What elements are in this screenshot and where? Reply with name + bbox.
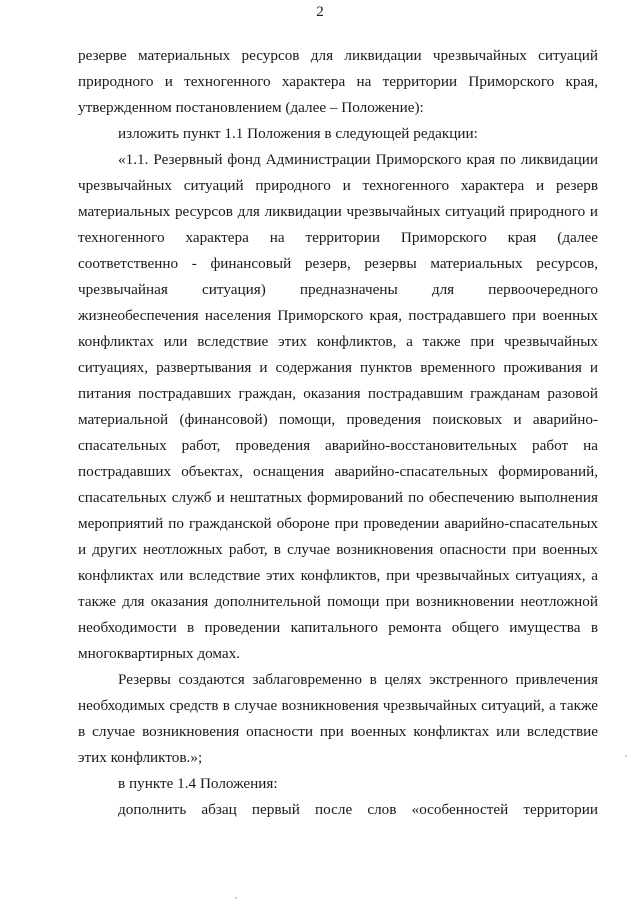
text-line: соответственно - финансовый резерв, резервы материальных ресурсов, <box>78 255 598 272</box>
text-line: изложить пункт 1.1 Положения в следующей редакции: <box>118 125 478 142</box>
text-line: резерве материальных ресурсов для ликвидации чрезвычайных ситуаций <box>78 47 598 64</box>
text-line: ситуациях, развертывания и содержания пунктов временного проживания и <box>78 359 598 376</box>
text-line: многоквартирных домах. <box>78 645 241 662</box>
text-line: также для оказания дополнительной помощи при возникновении неотложной <box>78 593 598 610</box>
text-line: мероприятий по гражданской обороне при проведении аварийно-спасательных <box>78 515 598 532</box>
text-line: этих конфликтов.»; <box>78 749 203 766</box>
text-line: в пункте 1.4 Положения: <box>118 775 278 792</box>
text-line: необходимости в проведении капитального ремонта общего имущества в <box>78 619 598 636</box>
scan-speck <box>625 755 627 757</box>
document-body <box>78 43 598 823</box>
text-line: питания пострадавших граждан, оказания пострадавшим гражданам разовой <box>78 385 598 402</box>
text-line: пострадавших объектах, оснащения аварийно-спасательных формирований, <box>78 463 598 480</box>
text-line: жизнеобеспечения населения Приморского края, пострадавшего при военных <box>78 307 598 324</box>
text-line: утвержденном постановлением (далее – Положение): <box>78 99 424 116</box>
text-line: дополнить абзац первый после слов «особенностей территории <box>118 801 598 818</box>
text-line: материальной (финансовой) помощи, проведения поисковых и аварийно- <box>78 411 598 428</box>
text-line: конфликтах или вследствие этих конфликтов, а также при чрезвычайных <box>78 333 598 350</box>
text-line: техногенного характера на территории Приморского края (далее <box>78 229 598 246</box>
text-line: чрезвычайных ситуаций природного и техногенного характера и резерв <box>78 177 598 194</box>
text-line: «1.1. Резервный фонд Администрации Приморского края по ликвидации <box>118 151 598 168</box>
text-line: спасательных служб и нештатных формирований по обеспечению выполнения <box>78 489 598 506</box>
text-line: и других неотложных работ, в случае возникновения опасности при военных <box>78 541 598 558</box>
text-line: природного и техногенного характера на территории Приморского края, <box>78 73 598 90</box>
text-line: спасательных работ, проведения аварийно-восстановительных работ на <box>78 437 598 454</box>
text-line: конфликтах или вследствие этих конфликтов, при чрезвычайных ситуациях, а <box>78 567 598 584</box>
text-line: необходимых средств в случае возникновения чрезвычайных ситуаций, а также <box>78 697 598 714</box>
page-number: 2 <box>316 4 324 20</box>
text-line: Резервы создаются заблаговременно в целях экстренного привлечения <box>118 671 598 688</box>
text-line: чрезвычайная ситуация) предназначены для первоочередного <box>78 281 598 298</box>
scan-speck <box>235 897 237 899</box>
text-line: в случае возникновения опасности при военных конфликтах или вследствие <box>78 723 598 740</box>
text-line: материальных ресурсов для ликвидации чрезвычайных ситуаций природного и <box>78 203 598 220</box>
